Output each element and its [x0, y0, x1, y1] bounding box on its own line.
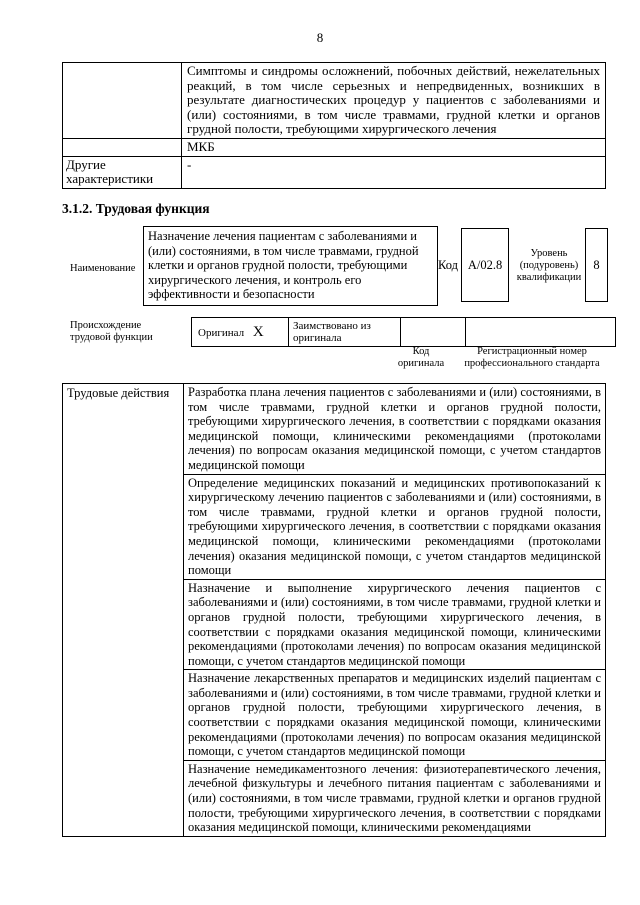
table-cell	[63, 138, 182, 156]
borrowed-cell: Заимствовано из оригинала	[289, 318, 401, 347]
registration-caption: Регистрационный номер профессионального стандарта	[464, 346, 600, 369]
table-row	[63, 63, 606, 139]
labor-action-item: Назначение и выполнение хирургического лечения пациентов с заболеваниями и (или) состояниями, в том числе травмами, грудной клетки и органов грудной полости, требующими хирургического лечения, в соответствии с порядками оказания медицинской помощи, клиническими рекомендациями (протоколами лечения) по вопросам оказания медицинской помощи, с учетом стандартов медицинской помощи	[184, 579, 606, 670]
original-code-cell	[401, 318, 466, 347]
code-caption: Код оригинала	[397, 346, 445, 369]
level-label: Уровень (подуровень) квалификации	[516, 248, 582, 283]
table-row	[63, 156, 606, 188]
code-label: Код	[438, 258, 458, 272]
other-characteristics-value: -	[182, 156, 606, 188]
function-name-box: Назначение лечения пациентам с заболеваниями и (или) состояниями, в том числе травмами, грудной клетки и органов грудной полости, требующими хирургического лечения, и контроль его эффективности и безопасности	[143, 226, 438, 306]
labor-actions-label: Трудовые действия	[63, 384, 184, 837]
original-label: Оригинал	[198, 326, 245, 339]
characteristics-table	[62, 62, 606, 189]
origin-table	[191, 317, 616, 347]
original-mark: X	[252, 323, 264, 340]
table-row	[63, 138, 606, 156]
origin-label: Происхождение трудовой функции	[70, 320, 153, 343]
labor-action-item: Назначение немедикаментозного лечения: физиотерапевтического лечения, лечебной физкультуры и лечебного питания пациентам с заболеваниями и (или) состояниями, в том числе травмами, грудной клетки и органов грудной полости, требующими хирургического лечения, в соответствии с порядками оказания медицинской помощи, клиническими рекомендациями	[184, 760, 606, 836]
registration-number-cell	[466, 318, 616, 347]
name-label: Наименование	[70, 263, 136, 274]
icd-cell: МКБ	[182, 138, 606, 156]
page-number: 8	[316, 30, 324, 45]
table-row	[63, 384, 606, 475]
table-cell	[63, 63, 182, 139]
labor-action-item: Определение медицинских показаний и медицинских противопоказаний к хирургическому лечению пациентов с заболеваниями и (или) состояниями, в том числе травмами, грудной клетки и органов грудной полости, требующими хирургического лечения, в соответствии с порядками оказания медицинской помощи, клиническими рекомендациями (протоколами лечения) оказания медицинской помощи, с учетом стандартов медицинской помощи	[184, 474, 606, 579]
level-value-box: 8	[585, 228, 608, 302]
section-title: 3.1.2. Трудовая функция	[62, 201, 210, 216]
labor-actions-table	[62, 383, 606, 837]
original-cell	[192, 318, 289, 347]
other-characteristics-label: Другие характеристики	[63, 156, 182, 188]
labor-action-item: Назначение лекарственных препаратов и медицинских изделий пациентам с заболеваниями и (или) состояниями, в том числе травмами, грудной клетки и органов грудной полости, требующими хирургического лечения, в соответствии с порядками оказания медицинской помощи, клиническими рекомендациями (протоколами лечения) по вопросам оказания медицинской помощи, с учетом стандартов медицинской помощи	[184, 670, 606, 761]
labor-action-item: Разработка плана лечения пациентов с заболеваниями и (или) состояниями, в том числе травмами, грудной клетки и органов грудной полости, требующими хирургического лечения, в соответствии с порядками оказания медицинской помощи, клиническими рекомендациями (протоколами лечения) по вопросам оказания медицинской помощи, с учетом стандартов медицинской помощи	[184, 384, 606, 475]
code-value-box: А/02.8	[461, 228, 509, 302]
symptoms-cell: Симптомы и синдромы осложнений, побочных действий, нежелательных реакций, в том числе серьезных и непредвиденных, возникших в результате диагностических процедур у пациентов с заболеваниями и (или) состояниями, в том числе травмами, грудной клетки и органов грудной полости, требующими хирургического лечения	[182, 63, 606, 139]
